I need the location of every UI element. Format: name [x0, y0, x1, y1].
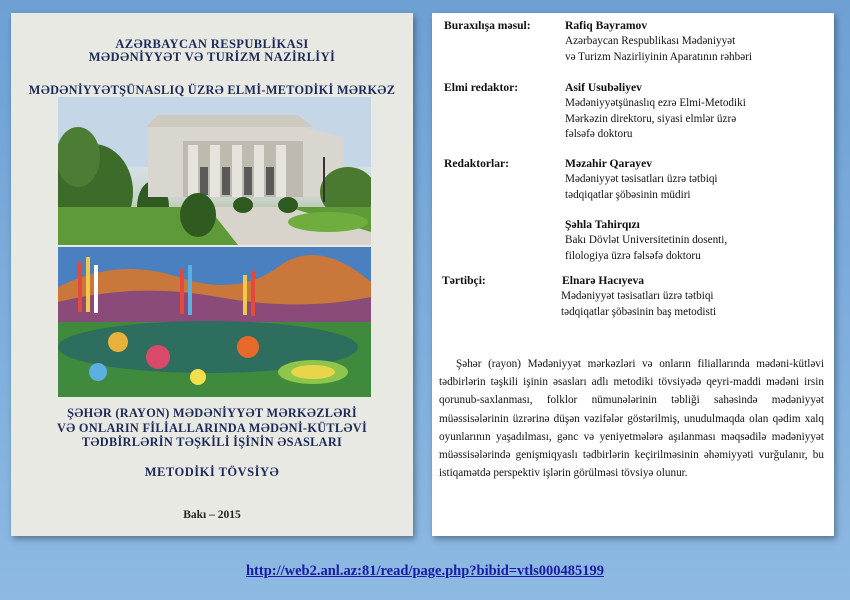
- credit-desc-line: Mədəniyyət təsisatları üzrə tətbiqi: [565, 173, 718, 185]
- credit-desc-line: filologiya üzrə fəlsəfə doktoru: [565, 249, 701, 262]
- abstract-paragraph: Şəhər (rayon) Mədəniyyət mərkəzləri və onların filiallarında mədəni-kütləvi tədbirlərin təşkili işinin əsasları adlı metodiki tövsiyədə qeyri-maddi mədəni irsin qorunub-saxlanması, folklor nümunələrinin təbliği sahəsində mədəniyyət müəssisələrinin üzrərinə düşən vəzifələr göstərilmiş, unudulmaqda olan qədim xalq oyunlarının yaşadılması, gənc və yeniyetmələrə aşılanması məqsədilə mədəniyyət müəssisələrində genişmiqyaslı tədbirlərin keçirilməsinin əhəmiyyəti vurğulanır, bu istiqamətdə perspektiv işlərin görülməsi tövsiyə olunur.: [439, 358, 824, 480]
- credit-description: [565, 34, 752, 65]
- credit-desc-line: fəlsəfə doktoru: [565, 128, 633, 140]
- credit-desc-line: Mərkəzin direktoru, siyasi elmlər üzrə: [565, 112, 737, 125]
- cover-title-line: ŞƏHƏR (RAYON) MƏDƏNİYYƏT MƏRKƏZLƏRİ: [67, 406, 357, 420]
- credits-page: [432, 13, 834, 536]
- credit-description: [565, 233, 727, 264]
- credit-name: Məzahir Qarayev: [565, 157, 653, 170]
- cover-festival-painting: [58, 247, 371, 397]
- credit-role: Tərtibçi:: [442, 274, 486, 287]
- credit-description: [565, 96, 746, 143]
- credit-name: Asif Usubəliyev: [565, 81, 642, 94]
- cover-ministry-line1: AZƏRBAYCAN RESPUBLİKASI: [115, 37, 309, 51]
- credit-name: Şəhla Tahirqızı: [565, 218, 640, 231]
- credit-desc-line: və Turizm Nazirliyinin Aparatının rəhbəri: [565, 50, 753, 63]
- credit-desc-line: Mədəniyyətşünaslıq ezrə Elmi-Metodiki: [565, 97, 746, 109]
- credit-role: Buraxılışa məsul:: [444, 19, 531, 32]
- cover-subtitle: METODİKİ TÖVSİYƏ: [144, 465, 280, 479]
- book-cover: [11, 13, 413, 536]
- cover-title: [11, 406, 413, 450]
- credit-name: Elnarə Hacıyeva: [562, 274, 645, 287]
- cover-center-name: MƏDƏNİYYƏTŞÜNASLIQ ÜZRƏ ELMİ-METODİKİ MƏRKƏZ: [28, 83, 396, 97]
- credit-name: Rafiq Bayramov: [565, 19, 648, 32]
- credit-description: [561, 289, 716, 320]
- cover-place-year: Bakı – 2015: [183, 509, 241, 521]
- cover-building-photo: [58, 97, 371, 245]
- credit-role: Redaktorlar:: [444, 157, 510, 170]
- credit-desc-line: tədqiqatlar şöbəsinin baş metodisti: [561, 305, 717, 318]
- credit-desc-line: Mədəniyyət təsisatları üzrə tətbiqi: [561, 290, 714, 302]
- credit-desc-line: tədqiqatlar şöbəsinin müdiri: [565, 188, 691, 201]
- credit-desc-line: Bakı Dövlət Universitetinin dosenti,: [565, 234, 728, 246]
- cover-ministry-line2: MƏDƏNİYYƏT VƏ TURİZM NAZİRLİYİ: [88, 50, 336, 64]
- cover-title-line: TƏDBİRLƏRİN TƏŞKİLİ İŞİNİN ƏSASLARI: [81, 435, 343, 449]
- cover-title-line: VƏ ONLARIN FİLİALLARINDA MƏDƏNİ-KÜTLƏVİ: [56, 420, 368, 435]
- credit-description: [565, 172, 718, 203]
- source-link[interactable]: http://web2.anl.az:81/read/page.php?bibid=vtls000485199: [245, 563, 605, 579]
- credit-desc-line: Azərbaycan Respublikası Mədəniyyət: [565, 35, 736, 47]
- credit-role: Elmi redaktor:: [444, 81, 519, 94]
